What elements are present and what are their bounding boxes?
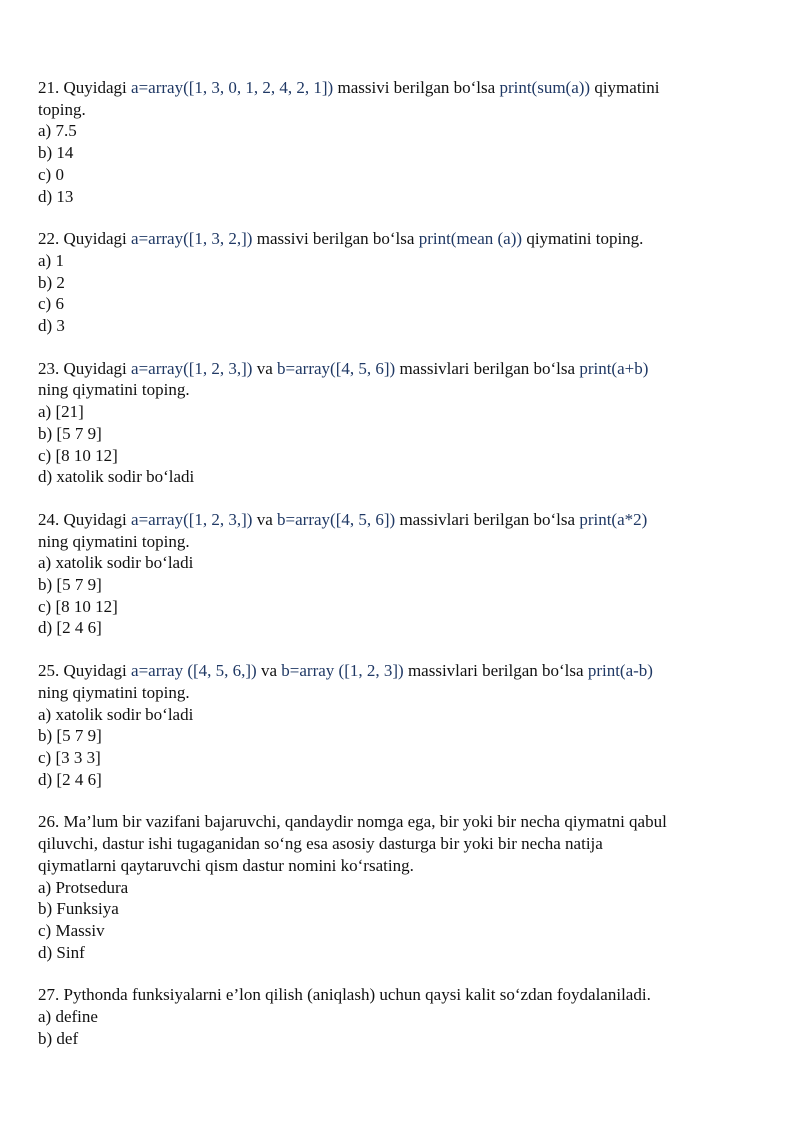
question-text-line: [38, 682, 768, 704]
question-text-line: [38, 509, 768, 531]
question-block: [38, 811, 768, 963]
code-snippet: print(a-b): [587, 661, 653, 681]
question-block: [38, 358, 768, 488]
question-text: 22. Quyidagi: [38, 229, 132, 249]
answer-option: c) Massiv: [38, 920, 105, 940]
question-text: massivlari berilgan bo‘lsa: [403, 661, 588, 681]
question-text: qiymatlarni qaytaruvchi qism dastur nomini ko‘rsating.: [38, 855, 414, 875]
question-block: [38, 228, 768, 337]
code-snippet: a=array([1, 2, 3,]): [131, 358, 253, 378]
question-block: [38, 660, 768, 790]
quiz-document: [38, 77, 768, 1070]
question-text: 24. Quyidagi: [38, 509, 132, 529]
code-snippet: print(a*2): [579, 509, 648, 529]
answer-option: c) 6: [38, 294, 64, 314]
answer-option: d) 13: [38, 186, 74, 206]
question-text: va: [252, 509, 278, 529]
answer-option: c) 0: [38, 164, 64, 184]
question-text: qiymatini toping.: [522, 229, 644, 249]
answer-option: a) xatolik sodir bo‘ladi: [38, 553, 194, 573]
answer-option: b) def: [38, 1028, 79, 1048]
question-text: qiymatini: [590, 78, 660, 97]
question-block: [38, 984, 768, 1049]
answer-option: a) Protsedura: [38, 877, 129, 897]
question-text: 23. Quyidagi: [38, 358, 132, 378]
question-text-line: [38, 99, 768, 121]
question-text-line: [38, 811, 768, 833]
question-text: va: [256, 661, 282, 681]
code-snippet: print(sum(a)): [499, 78, 591, 97]
question-text: qiluvchi, dastur ishi tugaganidan so‘ng esa asosiy dasturga bir yoki bir necha natija: [38, 834, 603, 854]
answer-option: a) [21]: [38, 402, 84, 422]
question-text-line: [38, 77, 768, 99]
answer-option: b) [5 7 9]: [38, 575, 102, 595]
answer-option: b) [5 7 9]: [38, 726, 102, 746]
answer-option: a) 7.5: [38, 121, 77, 141]
answer-option: d) Sinf: [38, 942, 85, 962]
question-text: ning qiymatini toping.: [38, 380, 190, 400]
question-text: va: [252, 358, 278, 378]
answer-option: b) 2: [38, 272, 65, 292]
question-text: ning qiymatini toping.: [38, 682, 190, 702]
question-text-line: [38, 984, 768, 1006]
answer-option: b) [5 7 9]: [38, 423, 102, 443]
question-text: massivi berilgan bo‘lsa: [252, 229, 419, 249]
code-snippet: b=array([4, 5, 6]): [277, 358, 396, 378]
answer-option: d) [2 4 6]: [38, 769, 102, 789]
question-text: 26. Ma’lum bir vazifani bajaruvchi, qandaydir nomga ega, bir yoki bir necha qiymatni qabul: [38, 812, 667, 832]
answer-option: b) Funksiya: [38, 899, 119, 919]
question-text-line: [38, 379, 768, 401]
code-snippet: b=array([4, 5, 6]): [277, 509, 396, 529]
question-text: massivlari berilgan bo‘lsa: [395, 358, 580, 378]
question-block: [38, 509, 768, 639]
question-text: 25. Quyidagi: [38, 661, 132, 681]
question-text: massivlari berilgan bo‘lsa: [395, 509, 580, 529]
code-snippet: a=array([1, 3, 2,]): [131, 229, 253, 249]
question-text-line: [38, 855, 768, 877]
code-snippet: print(a+b): [579, 358, 649, 378]
code-snippet: a=array([1, 2, 3,]): [131, 509, 253, 529]
question-text: ning qiymatini toping.: [38, 531, 190, 551]
code-snippet: print(mean (a)): [418, 229, 523, 249]
answer-option: d) [2 4 6]: [38, 618, 102, 638]
question-text: toping.: [38, 99, 86, 119]
question-text: 21. Quyidagi: [38, 78, 132, 97]
answer-option: b) 14: [38, 143, 74, 163]
code-snippet: a=array ([4, 5, 6,]): [131, 661, 257, 681]
answer-option: d) xatolik sodir bo‘ladi: [38, 467, 195, 487]
answer-option: a) define: [38, 1007, 98, 1027]
question-text-line: [38, 833, 768, 855]
code-snippet: a=array([1, 3, 0, 1, 2, 4, 2, 1]): [131, 78, 334, 97]
question-text-line: [38, 660, 768, 682]
question-block: [38, 77, 768, 207]
answer-option: d) 3: [38, 316, 65, 336]
question-text-line: [38, 228, 768, 250]
code-snippet: b=array ([1, 2, 3]): [281, 661, 404, 681]
answer-option: a) 1: [38, 250, 64, 270]
question-text: massivi berilgan bo‘lsa: [333, 78, 500, 97]
answer-option: c) [8 10 12]: [38, 445, 118, 465]
answer-option: a) xatolik sodir bo‘ladi: [38, 704, 194, 724]
question-text-line: [38, 531, 768, 553]
answer-option: c) [3 3 3]: [38, 747, 101, 767]
question-text: 27. Pythonda funksiyalarni e’lon qilish (aniqlash) uchun qaysi kalit so‘zdan foydalaniladi.: [38, 985, 651, 1005]
answer-option: c) [8 10 12]: [38, 596, 118, 616]
question-text-line: [38, 358, 768, 380]
